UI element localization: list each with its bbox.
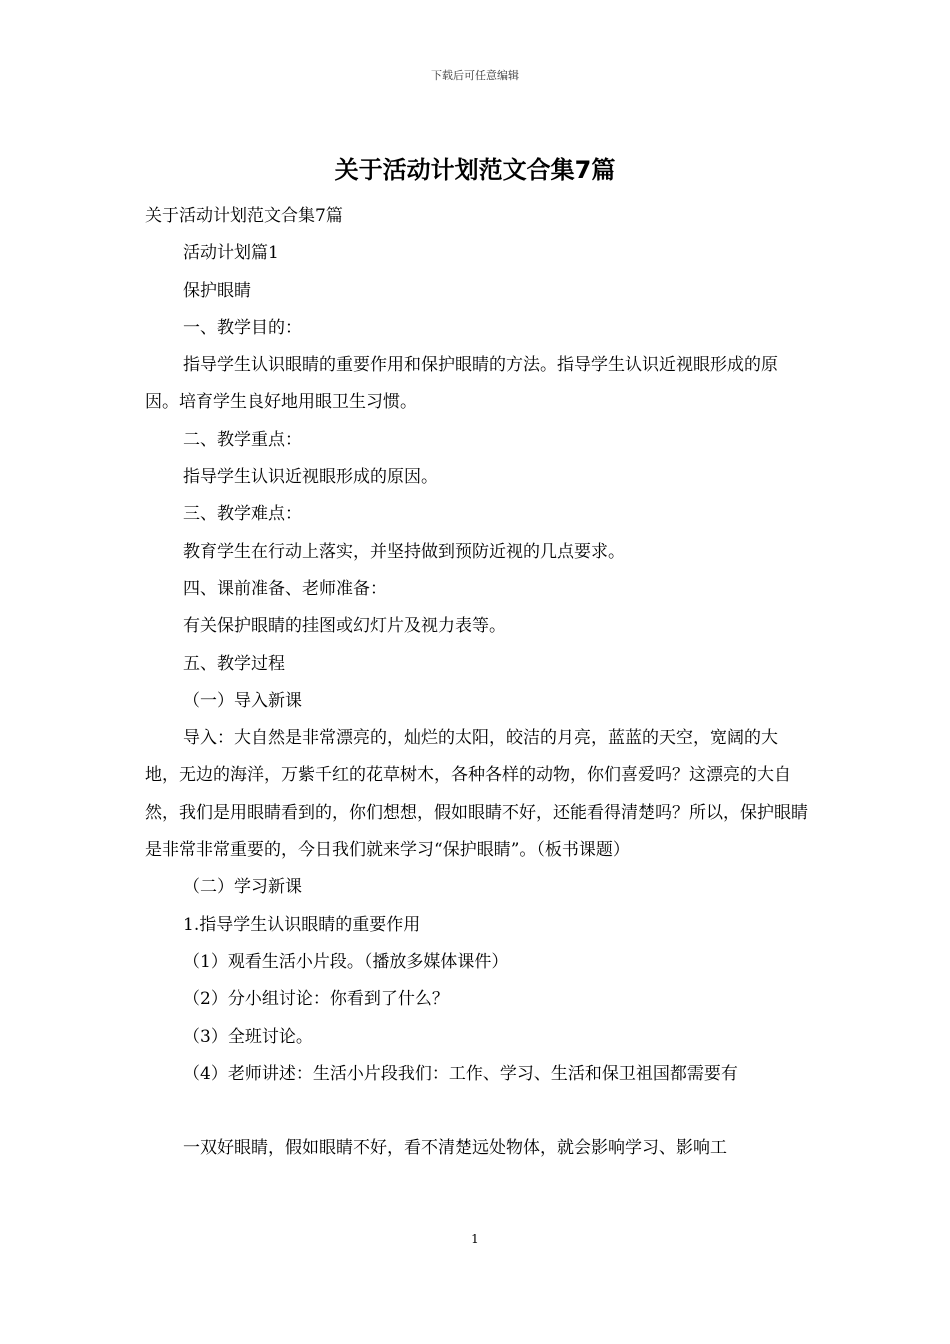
paragraph-preparation-text: 有关保护眼睛的挂图或幻灯片及视力表等。	[183, 616, 506, 637]
paragraph-step-new-lesson: （二）学习新课	[183, 877, 302, 898]
paragraph-lesson-title: 保护眼睛	[183, 280, 251, 301]
paragraph-subtitle: 关于活动计划范文合集7篇	[145, 206, 343, 226]
paragraph-heading-goals: 一、教学目的：	[183, 317, 302, 338]
paragraph-heading-process: 五、教学过程	[183, 653, 285, 674]
paragraph-heading-preparation: 四、课前准备、老师准备：	[183, 578, 387, 599]
page-header-note: 下载后可任意编辑	[431, 69, 519, 82]
paragraph-heading-key-points: 二、教学重点：	[183, 429, 302, 450]
paragraph-sub-item-3: （3）全班讨论。	[183, 1026, 313, 1047]
paragraph-continuation: 一双好眼睛，假如眼睛不好，看不清楚远处物体，就会影响学习、影响工	[183, 1138, 727, 1159]
document-body	[145, 198, 810, 1167]
page-spacer	[145, 1093, 810, 1130]
paragraph-intro-text: 导入：大自然是非常漂亮的，灿烂的太阳，皎洁的月亮，蓝蓝的天空，宽阔的大地，无边的海洋，万紫千红的花草树木，各种各样的动物，你们喜爱吗？这漂亮的大自然，我们是用眼睛看到的，你们想想，假如眼睛不好，还能看得清楚吗？所以，保护眼睛是非常非常重要的，今日我们就来学习“保护眼睛”。（板书课题）	[145, 728, 808, 861]
paragraph-sub-item-1: （1）观看生活小片段。（播放多媒体课件）	[183, 951, 509, 972]
paragraph-step-intro: （一）导入新课	[183, 690, 302, 711]
document-title: 关于活动计划范文合集7篇	[334, 156, 616, 184]
paragraph-heading-difficulties: 三、教学难点：	[183, 504, 302, 525]
paragraph-key-points-text: 指导学生认识近视眼形成的原因。	[183, 467, 438, 488]
page-number: 1	[471, 1232, 479, 1246]
paragraph-section-heading: 活动计划篇1	[183, 243, 279, 264]
paragraph-difficulties-text: 教育学生在行动上落实，并坚持做到预防近视的几点要求。	[183, 541, 625, 562]
paragraph-sub-item-4: （4）老师讲述：生活小片段我们：工作、学习、生活和保卫祖国都需要有	[183, 1063, 738, 1084]
paragraph-sub-item-2: （2）分小组讨论：你看到了什么？	[183, 989, 449, 1010]
paragraph-goals-text: 指导学生认识眼睛的重要作用和保护眼睛的方法。指导学生认识近视眼形成的原因。培育学生良好地用眼卫生习惯。	[145, 355, 778, 413]
paragraph-item-1: 1.指导学生认识眼睛的重要作用	[183, 914, 421, 935]
